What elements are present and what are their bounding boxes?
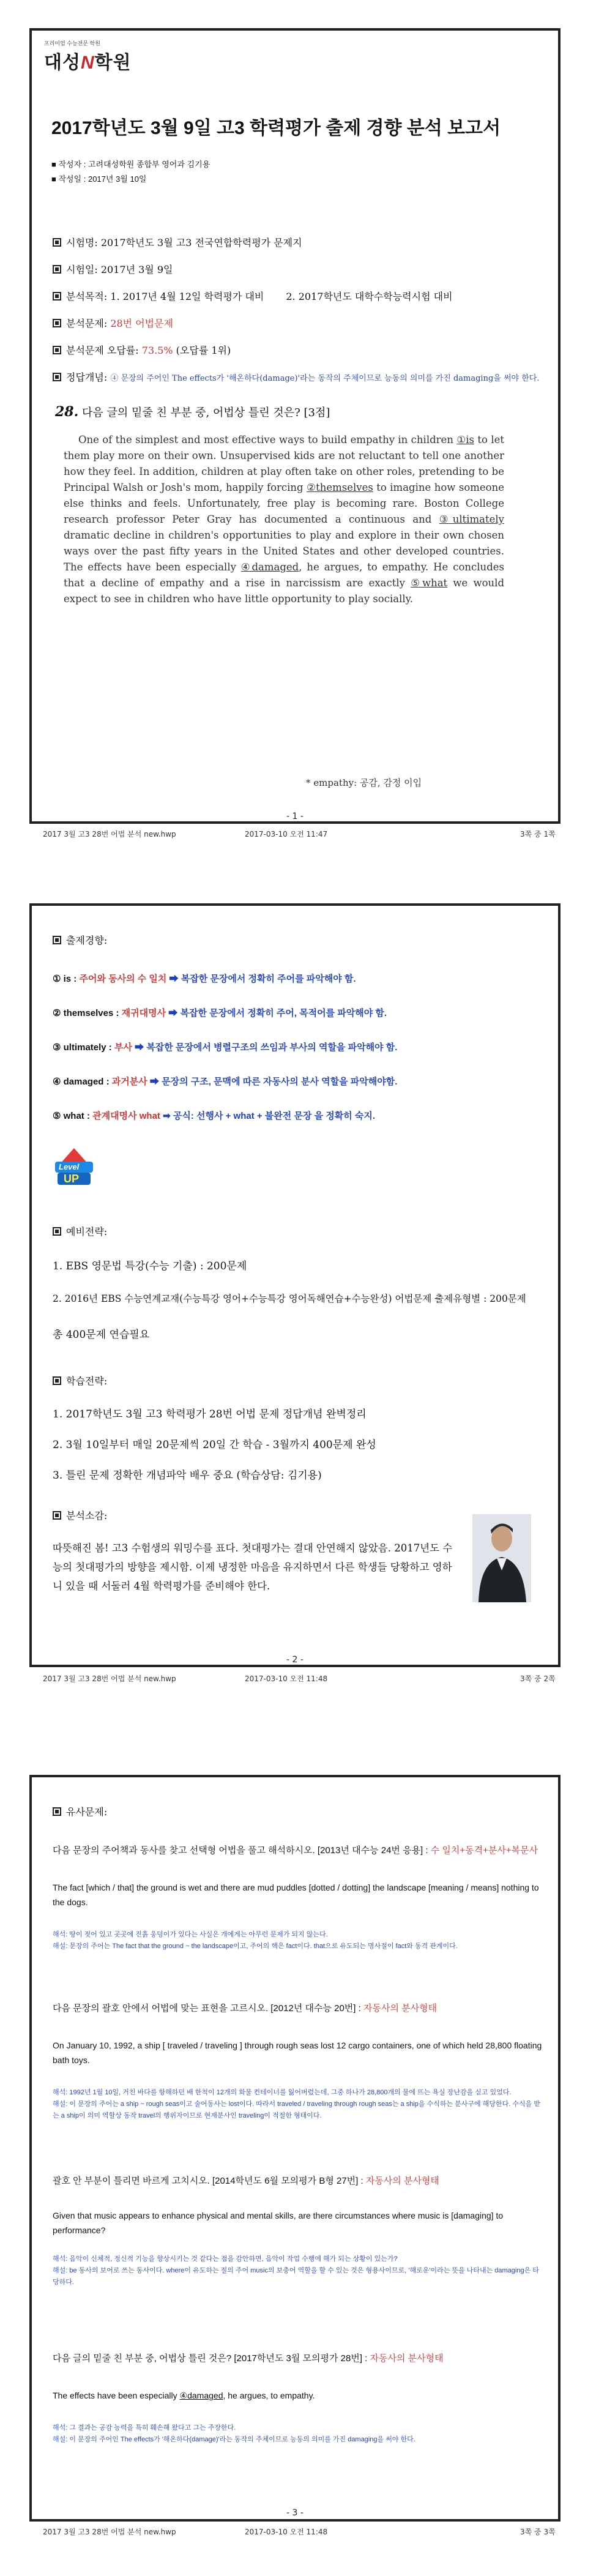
study-item-3: 3. 틀린 문제 정확한 개념파악 배우 중요 (학습상담: 김기용) bbox=[53, 1469, 322, 1482]
footer-3: 2017 3월 고3 28번 어법 분석 new.hwp 2017-03-10 오전 11:48 3쪽 중 3쪽 bbox=[43, 2528, 556, 2536]
author-photo-icon bbox=[472, 1514, 531, 1602]
footer-2: 2017 3월 고3 28번 어법 분석 new.hwp 2017-03-10 오전 11:48 3쪽 중 2쪽 bbox=[43, 1674, 556, 1683]
similar-q3-explain: 해석: 음악이 신체적, 정신적 기능을 향상시키는 것 같다는 점을 감안하면, 음악이 작업 수행에 해가 되는 상황이 있는가? 해설: be 동사의 보어로 쓰는 동사이다. where이 유도하는 절의 주어 music의 보충어 역할을 할 수 있는 것은 형용사이므로, '해로운'이라는 뜻을 나타내는 damaging은 타당하다. bbox=[53, 2255, 539, 2286]
similar-q2-explain: 해석: 1992년 1월 10일, 거친 바다를 항해하던 배 한척이 12개의 화물 컨테이너를 잃어버렸는데, 그중 하나가 28,800개의 물에 뜨는 욕실 장난감을 싣고 있었다. 해설: 이 문장의 주어는 a ship ~ rough seas이고 술어동사는 lost이다. 따라서 traveled / traveling through rough seas는 a ship을 수식하는 분사구에 해당한다. 수식을 받는 a ship이 의미 역할상 동작 travel의 행위자이므로 현재분사인 traveling이 적절한 형태이다. bbox=[53, 2089, 540, 2119]
similar-q1-english: The fact [which / that] the ground is wet and there are mud puddles [dotted / dotting] the landscape [meaning / means] nothing to the dogs. bbox=[53, 1883, 539, 1907]
page-number-1: - 1 - bbox=[286, 812, 304, 821]
prep-item-2: 2. 2016년 EBS 수능연계교재(수능특강 영어+수능특강 영어독해연습+수능완성) 어법문제 출제유형별 : 200문제 bbox=[53, 1293, 526, 1304]
similar-q4-stem: 다음 글의 밑줄 친 부분 중, 어법상 틀린 것은? [2017학년도 3월 모의평가 28번] : 자동사의 분사형태 bbox=[53, 2353, 444, 2364]
similar-q3-stem: 괄호 안 부분이 틀리면 바르게 고치시오. [2014학년도 6월 모의평가 B형 27번] : 자동사의 분사형태 bbox=[53, 2176, 439, 2186]
similar-q4-english: The effects have been especially ④damaged, he argues, to empathy. bbox=[53, 2391, 315, 2400]
study-item-2: 2. 3월 10일부터 매일 20문제씩 20일 간 학습 - 3월까지 400문제 완성 bbox=[53, 1439, 376, 1451]
page-number-2: - 2 - bbox=[286, 1655, 304, 1665]
similar-section-title: 유사문제: bbox=[53, 1804, 107, 1818]
summary-text: 따뜻해진 봄! 고3 수험생의 워밍수를 표다. 첫대평가는 결대 안연해지 않았음. 2017년도 수능의 첫대평가의 방향을 제시함. 이제 냉정한 마음을 유지하면서 다른 학생들 당황하고 영하니 있을 때 서둘러 4월 학력평가를 준비해야 한다. bbox=[53, 1542, 453, 1592]
page-number-3: - 3 - bbox=[286, 2508, 304, 2518]
analysis-purpose: 분석목적: 1. 2017년 4월 12일 학력평가 대비 2. 2017학년도 대학수학능력시험 대비 bbox=[53, 289, 453, 303]
date-line: ■ 작성일 : 2017년 3월 10일 bbox=[51, 174, 147, 184]
trend-item-3: ③ ultimately : 부사 ➡ 복잡한 문장에서 병렬구조의 쓰임과 부사의 역할을 파악해야 함. bbox=[53, 1042, 398, 1053]
prep-total: 총 400문제 연습필요 bbox=[53, 1329, 150, 1341]
academy-logo: 프리미엄 수능전문 학원 대성N학원 bbox=[44, 40, 132, 73]
report-title: 2017학년도 3월 9일 고3 학력평가 출제 경향 분석 보고서 bbox=[51, 118, 501, 138]
similar-q1-stem: 다음 문장의 주어책과 동사를 찾고 선택형 어법을 풀고 해석하시오. [2013년 대수능 24번 응용] : 수 일치+동격+분사+복문사 bbox=[53, 1845, 538, 1856]
trend-item-5: ⑤ what : 관계대명사 what ➡ 공식: 선행사 + what + 불완전 문장 을 정확히 숙지. bbox=[53, 1111, 376, 1121]
author-photo bbox=[472, 1514, 531, 1602]
level-up-badge: Level UP bbox=[53, 1148, 95, 1189]
analysis-problem: 분석문제: 28번 어법문제 bbox=[53, 316, 173, 330]
study-section-title: 학습전략: bbox=[53, 1373, 107, 1387]
trend-item-2: ② themselves : 재귀대명사 ➡ 복잡한 문장에서 정확히 주어, 목적어를 파악해야 함. bbox=[53, 1008, 387, 1018]
report-page-1 bbox=[29, 28, 560, 824]
similar-q3-english: Given that music appears to enhance physical and mental skills, are there circumstances where music is [damaging] to performance? bbox=[53, 2211, 504, 2235]
trend-item-1: ① is : 주어와 동사의 수 일치 ➡ 복잡한 문장에서 정확히 주어를 파악해야 함. bbox=[53, 974, 356, 984]
exam-name: 시험명: 2017학년도 3월 고3 전국연합학력평가 문제지 bbox=[53, 235, 302, 249]
trend-item-4: ④ damaged : 과거분사 ➡ 문장의 구조, 문맥에 따른 자동사의 분사 역할을 파악해야함. bbox=[53, 1077, 398, 1087]
study-item-1: 1. 2017학년도 3월 고3 학력평가 28번 어법 문제 정답개념 완벽정리 bbox=[53, 1408, 367, 1421]
trend-section-title: 출제경향: bbox=[53, 933, 107, 947]
writer-line: ■ 작성자 : 고려대성학원 종합부 영어과 김기용 bbox=[51, 160, 210, 169]
footer-1: 2017 3월 고3 28번 어법 분석 new.hwp 2017-03-10 오전 11:47 3쪽 중 1쪽 bbox=[43, 830, 556, 838]
similar-q4-explain: 해석: 그 결과는 공감 능력을 특히 훼손해 왔다고 그는 주장한다. 해설: 이 문장의 주어인 The effects가 '해온하다(damage)'라는 동작의 주체이므로 능동의 의미를 가진 damaging을 써야 한다. bbox=[53, 2424, 415, 2443]
prep-section-title: 예비전략: bbox=[53, 1224, 107, 1238]
exam-date: 시험일: 2017년 3월 9일 bbox=[53, 262, 173, 276]
vocab-note: * empathy: 공감, 감정 이입 bbox=[306, 777, 422, 788]
answer-concept: 정답개념: ④ 문장의 주어인 The effects가 '해온하다(damage)'라는 동작의 주체이므로 능동의 의미를 가진 damaging을 써야 한다. bbox=[53, 370, 539, 384]
similar-q2-stem: 다음 문장의 괄호 안에서 어법에 맞는 표현을 고르시오. [2012년 대수능 20번] : 자동사의 분사형태 bbox=[53, 2003, 438, 2014]
prep-item-1: 1. EBS 영문법 특강(수능 기출) : 200문제 bbox=[53, 1260, 247, 1272]
question-passage: One of the simplest and most effective ways to build empathy in children ①is to let them play more on their own. Unsupervised kids are not reluctant to tell one another how they feel. In addition, children at play often take on other roles, pretending to be Principal Walsh or Josh's mom, happily forcing ②themselves to imagine how someone else thinks and feels. Unfortunately, free play is becoming rare. Boston College research professor Peter Gray has documented a continuous and ③ultimately dramatic decline in children's opportunities to play and explore in their own chosen ways over the past fifty years in the United States and other developed countries. The effects have been especially ④damaged, he argues, to empathy. He concludes that a decline of empathy and a rise in narcissism are exactly ⑤what we would expect to see in children who have little opportunity to play socially. bbox=[64, 434, 505, 605]
similar-q1-explain: 해석: 땅이 젖어 있고 곳곳에 진흙 웅덩이가 있다는 사실은 개에게는 아무런 문제가 되지 않는다. 해설: 문장의 주어는 The fact that the ground ~ the landscape이고, 주어의 핵은 fact이다. that으로 유도되는 명사절이 fact와 동격 관계이다. bbox=[53, 1931, 458, 1950]
summary-section-title: 분석소감: bbox=[53, 1508, 107, 1522]
question-stem: 28. 다음 글의 밑줄 친 부분 중, 어법상 틀린 것은? [3점] bbox=[55, 404, 330, 420]
wrong-rate: 분석문제 오답률: 73.5% (오답률 1위) bbox=[53, 343, 231, 357]
similar-q2-english: On January 10, 1992, a ship [ traveled / traveling ] through rough seas lost 12 cargo containers, one of which held 28,800 floating bath toys. bbox=[53, 2040, 542, 2065]
